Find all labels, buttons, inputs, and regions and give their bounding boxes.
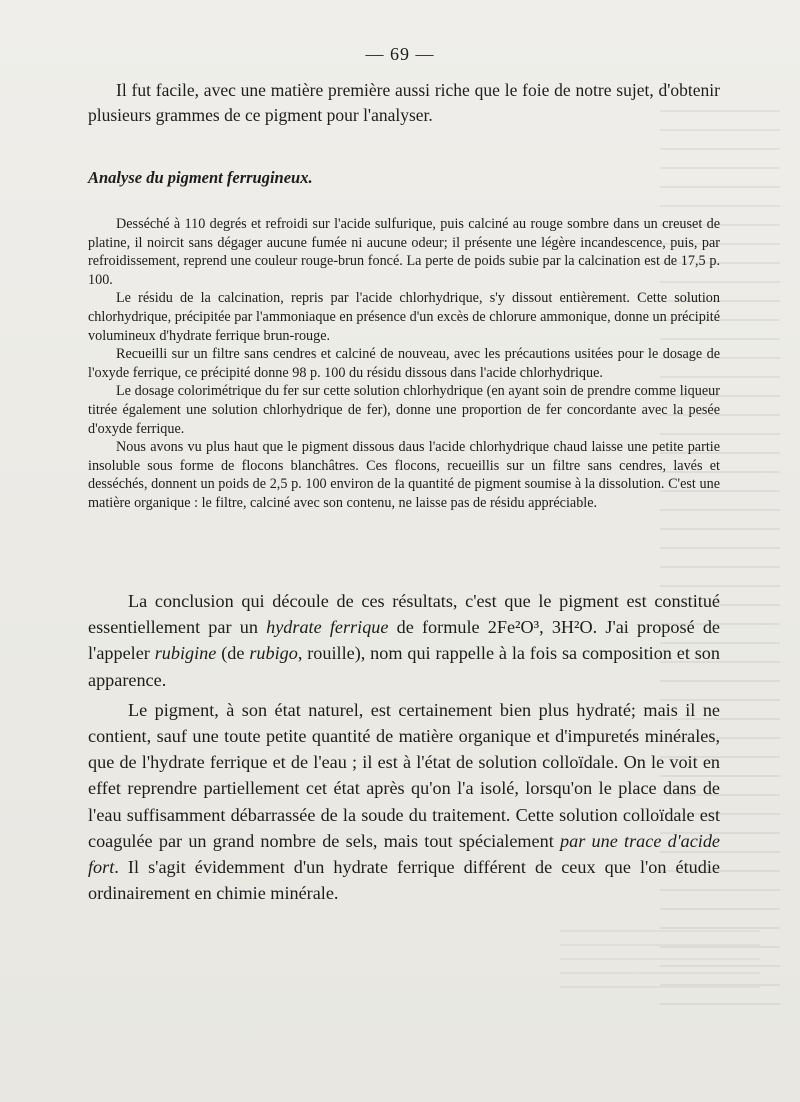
- intro-paragraph: Il fut facile, avec une matière première aussi riche que le foie de notre sujet, d'obtenir plusieurs grammes de ce pigment pour l'analyser.: [88, 80, 720, 125]
- text-run: (de: [216, 643, 250, 664]
- conclusion-paragraph: [88, 588, 720, 693]
- emphasis-rubigine: rubigine: [154, 643, 217, 664]
- analysis-paragraph: Le résidu de la calcination, repris par l'acide chlorhydrique, s'y dissout entièrement. Cette solution chlorhydrique, précipitée par l'ammoniaque en présence d'un excès de chlorure ammonique, donne un précipité volumineux d'hydrate ferrique brun-rouge.: [88, 290, 720, 344]
- analysis-paragraph: Nous avons vu plus haut que le pigment dissous daus l'acide chlorhydrique chaud laisse une petite partie insoluble sous forme de flocons blanchâtres. Ces flocons, recueillis sur un filtre sans cendres, lavés et desséchés, donnent un poids de 2,5 p. 100 environ de la quantité de pigment soumise à la dissolution. C'est une matière organique : le filtre, calciné avec son contenu, ne laisse pas de résidu appréciable.: [88, 439, 720, 511]
- text-run: La conclusion qui découle de ces résultats, c'est que le pigment est constitué essentiellement par un: [88, 591, 720, 638]
- emphasis-acide-fort: par une trace d'acide fort: [88, 830, 721, 878]
- emphasis-rubigo: rubigo: [249, 643, 298, 664]
- analysis-paragraph: Desséché à 110 degrés et refroidi sur l'acide sulfurique, puis calciné au rouge sombre dans un creuset de platine, il noircit sans dégager aucune fumée ni aucune odeur; il présente une légère incandescence, puis, par refroidissement, reprend une couleur rouge-brun foncé. La perte de poids subie par la calcination est de 17,5 p. 100.: [88, 216, 720, 288]
- text-run: de formule 2Fe²O³, 3H²O. J'ai proposé de l'appeler: [88, 617, 720, 664]
- analysis-paragraph: Recueilli sur un filtre sans cendres et calciné de nouveau, avec les précautions usitées pour le dosage de l'oxyde ferrique, ce précipité donne 98 p. 100 du résidu dissous dans l'acide chlorhydrique.: [88, 346, 720, 381]
- text-run: , rouille), nom qui rappelle à la fois sa composition et son apparence.: [88, 643, 720, 690]
- emphasis-hydrate-ferrique: hydrate ferrique: [266, 617, 389, 638]
- text-run: . Il s'agit évidemment d'un hydrate ferrique différent de ceux que l'on étudie ordinairement en chimie minérale.: [88, 857, 720, 904]
- state-paragraph: [88, 697, 720, 907]
- conclusion-block: [88, 588, 720, 910]
- show-through-footnote: [560, 930, 760, 1000]
- analysis-paragraph: Le dosage colorimétrique du fer sur cette solution chlorhydrique (en ayant soin de prendre comme liqueur titrée également une solution chlorhydrique de fer), donne une proportion de fer concordante avec la pesée d'oxyde ferrique.: [88, 383, 720, 437]
- section-title: Analyse du pigment ferrugineux.: [88, 168, 313, 187]
- page-number: — 69 —: [365, 44, 435, 64]
- analysis-block: [88, 215, 720, 513]
- text-run: Le pigment, à son état naturel, est certainement bien plus hydraté; mais il ne contient, sauf une toute petite quantité de matière organique et d'impuretés minérales, que de l'hydrate ferrique et de l'eau ; il est à l'état de solution colloïdale. On le voit en effet reprendre partiellement cet état après qu'on l'a isolé, lorsqu'on le place dans de l'eau suffisamment débarrassée de la soude du traitement. Cette solution colloïdale est coagulée par un grand nombre de sels, mais tout spécialement: [88, 699, 720, 851]
